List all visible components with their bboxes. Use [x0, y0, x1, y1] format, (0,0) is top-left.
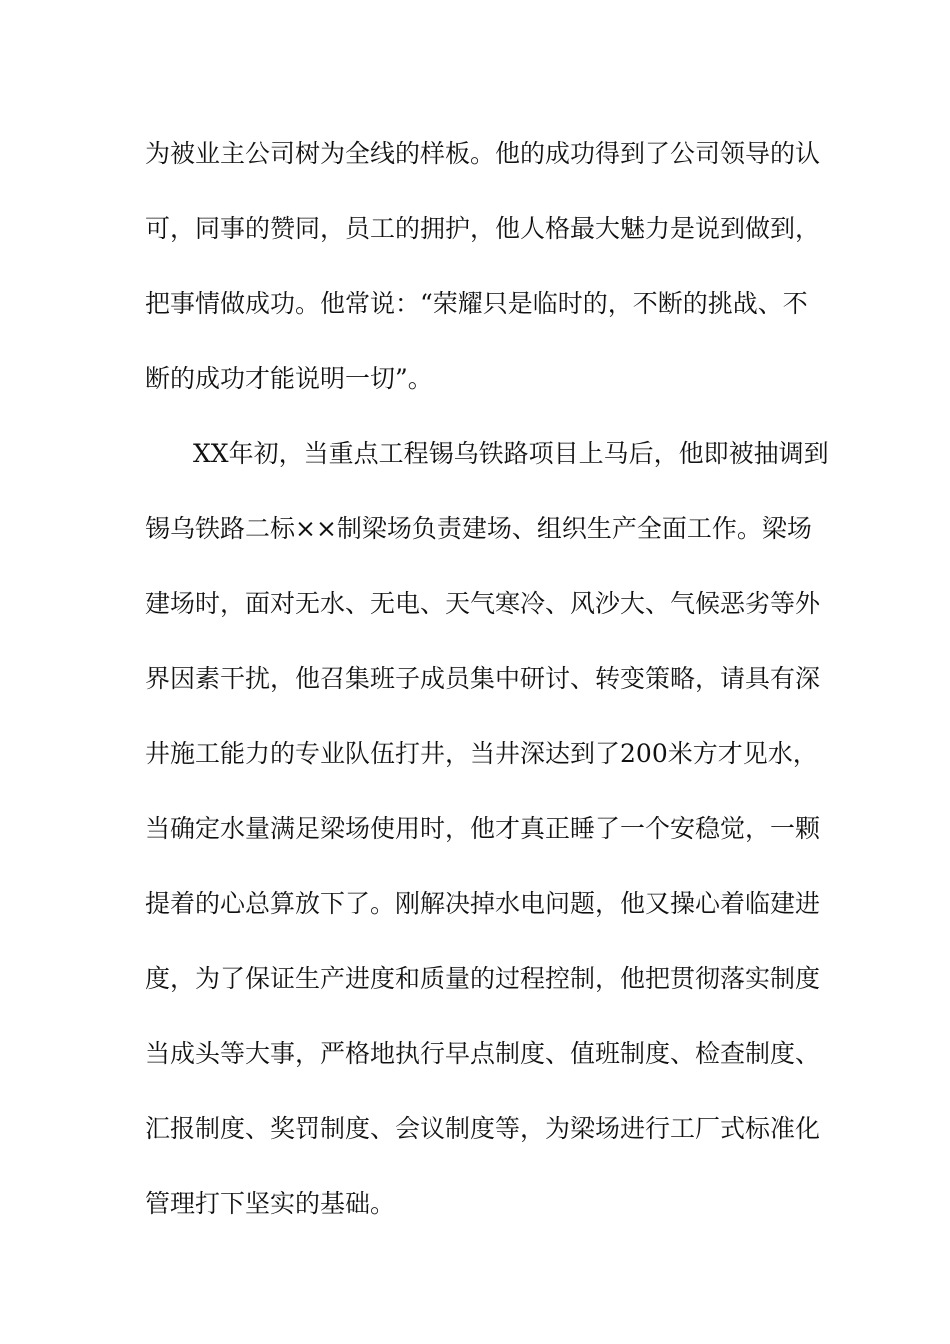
paragraph-2-line-4: 界因素干扰，他召集班子成员集中研讨、转变策略，请具有深	[145, 664, 821, 693]
paragraph-1-line-4: 断的成功才能说明一切”。	[145, 364, 433, 393]
paragraph-1-line-1: 为被业主公司树为全线的样板。他的成功得到了公司领导的认	[145, 139, 821, 168]
paragraph-2-line-11: 管理打下坚实的基础。	[145, 1189, 396, 1218]
paragraph-2-line-9: 当成头等大事，严格地执行早点制度、值班制度、检查制度、	[145, 1039, 821, 1068]
paragraph-1-line-2: 可，同事的赞同，员工的拥护，他人格最大魅力是说到做到，	[145, 214, 821, 243]
paragraph-2-line-5: 井施工能力的专业队伍打井，当井深达到了200米方才见水，	[145, 739, 818, 768]
paragraph-2-line-7: 提着的心总算放下了。刚解决掉水电问题，他又操心着临建进	[145, 889, 821, 918]
paragraph-2-line-10: 汇报制度、奖罚制度、会议制度等，为梁场进行工厂式标准化	[145, 1114, 821, 1143]
paragraph-2-line-6: 当确定水量满足梁场使用时，他才真正睡了一个安稳觉，一颗	[145, 814, 821, 843]
paragraph-1-line-3: 把事情做成功。他常说：“荣耀只是临时的，不断的挑战、不	[145, 289, 808, 318]
paragraph-2-line-8: 度，为了保证生产进度和质量的过程控制，他把贯彻落实制度	[145, 964, 821, 993]
paragraph-2-line-1: XX年初，当重点工程锡乌铁路项目上马后，他即被抽调到	[193, 439, 829, 468]
paragraph-2-line-2: 锡乌铁路二标××制梁场负责建场、组织生产全面工作。梁场	[145, 514, 812, 543]
paragraph-2-line-3: 建场时，面对无水、无电、天气寒冷、风沙大、气候恶劣等外	[145, 589, 821, 618]
